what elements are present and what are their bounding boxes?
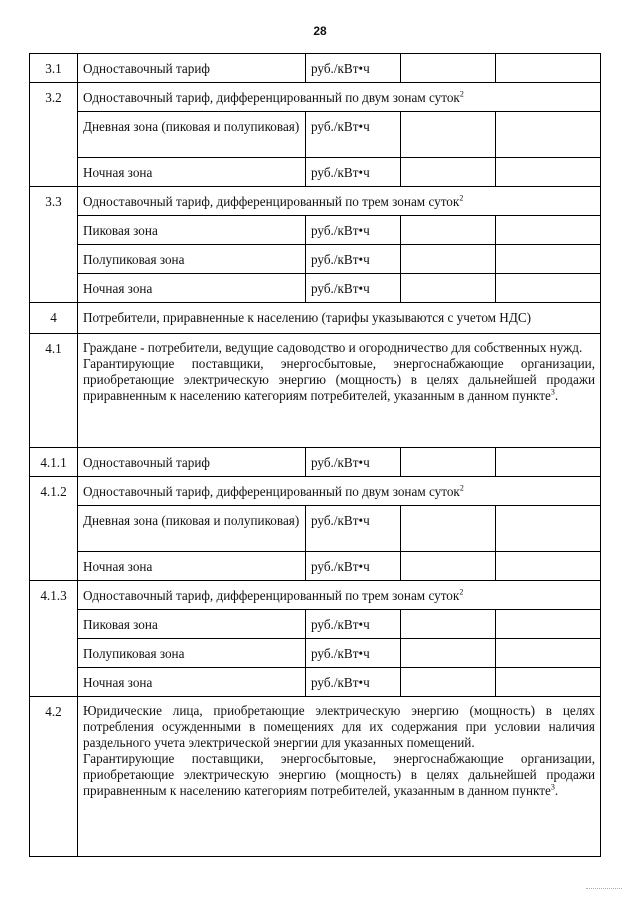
unit-cell: руб./кВт•ч bbox=[306, 216, 401, 245]
table-row bbox=[30, 334, 601, 448]
row-label: Дневная зона (пиковая и полупиковая) bbox=[78, 506, 306, 552]
row-number-empty bbox=[30, 158, 78, 187]
row-label: Одноставочный тариф bbox=[78, 448, 306, 477]
row-number-empty bbox=[30, 274, 78, 303]
unit-cell: руб./кВт•ч bbox=[306, 112, 401, 158]
table-row bbox=[30, 303, 601, 334]
value-cell bbox=[401, 668, 496, 697]
row-label: Одноставочный тариф, дифференцированный по двум зонам суток$^2$ bbox=[78, 83, 601, 112]
row-label: Дневная зона (пиковая и полупиковая) bbox=[78, 112, 306, 158]
table-row bbox=[30, 274, 601, 303]
value-cell bbox=[401, 552, 496, 581]
unit-cell: руб./кВт•ч bbox=[306, 610, 401, 639]
row-label: Одноставочный тариф bbox=[78, 54, 306, 83]
row-number-empty bbox=[30, 506, 78, 552]
row-label: Полупиковая зона bbox=[78, 245, 306, 274]
unit-cell: руб./кВт•ч bbox=[306, 506, 401, 552]
row-number-empty bbox=[30, 639, 78, 668]
row-number-empty bbox=[30, 552, 78, 581]
value-cell bbox=[401, 54, 496, 83]
value-cell bbox=[496, 112, 601, 158]
table-row bbox=[30, 216, 601, 245]
description-paragraph: Гарантирующие поставщики, энергосбытовые, энергоснабжающие организации, приобретающие электрическую энергию (мощность) в целях дальнейшей продажи приравненным к населению категориям потребителей, указанным в данном пункте$^3$. bbox=[83, 751, 595, 798]
row-label: Ночная зона bbox=[78, 274, 306, 303]
value-cell bbox=[496, 610, 601, 639]
row-number: 4.1.2 bbox=[30, 477, 78, 506]
row-description bbox=[78, 697, 601, 857]
row-number-empty bbox=[30, 610, 78, 639]
row-number: 3.2 bbox=[30, 83, 78, 112]
row-number-empty bbox=[30, 216, 78, 245]
table-row bbox=[30, 697, 601, 857]
table-row bbox=[30, 506, 601, 552]
row-number: 4.1 bbox=[30, 334, 78, 448]
scan-artifact bbox=[586, 888, 622, 893]
value-cell bbox=[401, 610, 496, 639]
unit-cell: руб./кВт•ч bbox=[306, 639, 401, 668]
table-row bbox=[30, 245, 601, 274]
value-cell bbox=[496, 639, 601, 668]
unit-cell: руб./кВт•ч bbox=[306, 668, 401, 697]
row-label: Ночная зона bbox=[78, 668, 306, 697]
table-row bbox=[30, 112, 601, 158]
row-label: Одноставочный тариф, дифференцированный по двум зонам суток$^2$ bbox=[78, 477, 601, 506]
table-row bbox=[30, 187, 601, 216]
value-cell bbox=[401, 112, 496, 158]
unit-cell: руб./кВт•ч bbox=[306, 274, 401, 303]
table-row bbox=[30, 83, 601, 112]
row-number-empty bbox=[30, 668, 78, 697]
value-cell bbox=[496, 54, 601, 83]
table-row bbox=[30, 54, 601, 83]
table-row bbox=[30, 668, 601, 697]
row-label: Ночная зона bbox=[78, 158, 306, 187]
row-label: Одноставочный тариф, дифференцированный по трем зонам суток$^2$ bbox=[78, 187, 601, 216]
row-label: Пиковая зона bbox=[78, 610, 306, 639]
value-cell bbox=[401, 216, 496, 245]
row-number: 3.1 bbox=[30, 54, 78, 83]
table-row bbox=[30, 158, 601, 187]
row-number-empty bbox=[30, 112, 78, 158]
value-cell bbox=[496, 158, 601, 187]
value-cell bbox=[496, 668, 601, 697]
unit-cell: руб./кВт•ч bbox=[306, 245, 401, 274]
row-number: 4.2 bbox=[30, 697, 78, 857]
value-cell bbox=[496, 274, 601, 303]
value-cell bbox=[401, 506, 496, 552]
table-row bbox=[30, 581, 601, 610]
description-paragraph: Гарантирующие поставщики, энергосбытовые, энергоснабжающие организации, приобретающие электрическую энергию (мощность) в целях дальнейшей продажи приравненным к населению категориям потребителей, указанным в данном пункте$^3$. bbox=[83, 356, 595, 403]
description-paragraph: Юридические лица, приобретающие электрическую энергию (мощность) в целях потребления осужденными в помещениях для их содержания при условии наличия раздельного учета электрической энергии для указанных помещений. bbox=[83, 703, 595, 750]
table-row bbox=[30, 639, 601, 668]
page-number: 28 bbox=[313, 24, 327, 38]
value-cell bbox=[496, 245, 601, 274]
row-label: Потребители, приравненные к населению (тарифы указываются с учетом НДС) bbox=[78, 303, 601, 334]
table-row bbox=[30, 448, 601, 477]
unit-cell: руб./кВт•ч bbox=[306, 448, 401, 477]
value-cell bbox=[496, 448, 601, 477]
row-number: 4 bbox=[30, 303, 78, 334]
unit-cell: руб./кВт•ч bbox=[306, 158, 401, 187]
value-cell bbox=[401, 274, 496, 303]
value-cell bbox=[401, 448, 496, 477]
tariff-table bbox=[29, 53, 601, 857]
table-row bbox=[30, 477, 601, 506]
row-number: 3.3 bbox=[30, 187, 78, 216]
row-label: Ночная зона bbox=[78, 552, 306, 581]
row-label: Пиковая зона bbox=[78, 216, 306, 245]
table-row bbox=[30, 610, 601, 639]
unit-cell: руб./кВт•ч bbox=[306, 552, 401, 581]
description-paragraph: Граждане - потребители, ведущие садоводство и огородничество для собственных нужд. bbox=[83, 340, 583, 355]
table-row bbox=[30, 552, 601, 581]
row-number: 4.1.1 bbox=[30, 448, 78, 477]
row-label: Одноставочный тариф, дифференцированный по трем зонам суток$^2$ bbox=[78, 581, 601, 610]
row-description bbox=[78, 334, 601, 448]
row-number-empty bbox=[30, 245, 78, 274]
row-label: Полупиковая зона bbox=[78, 639, 306, 668]
value-cell bbox=[401, 245, 496, 274]
value-cell bbox=[496, 216, 601, 245]
unit-cell: руб./кВт•ч bbox=[306, 54, 401, 83]
row-number: 4.1.3 bbox=[30, 581, 78, 610]
value-cell bbox=[496, 552, 601, 581]
value-cell bbox=[401, 639, 496, 668]
value-cell bbox=[496, 506, 601, 552]
value-cell bbox=[401, 158, 496, 187]
